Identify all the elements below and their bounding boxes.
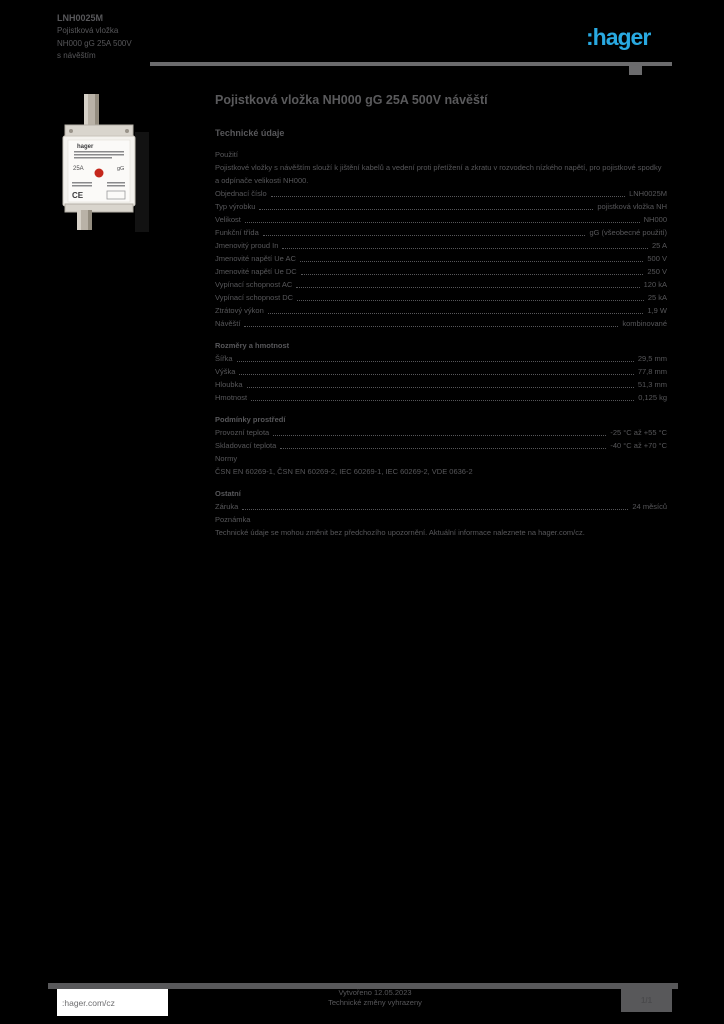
header-description-line1: Pojistková vložka [57, 26, 119, 35]
spec-value: LNH0025M [629, 189, 667, 198]
dotted-leader [300, 261, 644, 262]
footer-center-text [310, 988, 440, 1008]
svg-text:CE: CE [72, 191, 84, 200]
spec-row [215, 200, 667, 213]
footer-page-tab [621, 989, 672, 1012]
spec-value: 29,5 mm [637, 354, 667, 363]
spec-row [215, 352, 667, 365]
spec-section-heading: Podmínky prostředí [215, 415, 286, 424]
header-reference: LNH0025M [57, 13, 104, 23]
spec-row [215, 213, 667, 226]
spec-row [215, 252, 667, 265]
spec-label: Návěští [215, 319, 241, 328]
spec-value: 25 kA [647, 293, 667, 302]
dotted-leader [273, 435, 606, 436]
dotted-leader [239, 374, 633, 375]
fuse-indicator-dot [95, 169, 104, 178]
spec-value: 0,125 kg [638, 393, 667, 402]
spec-label: Použití [215, 150, 238, 159]
dotted-leader [237, 361, 634, 362]
spec-label: Jmenovité napětí Ue DC [215, 267, 297, 276]
spec-label: Skladovací teplota [215, 441, 277, 450]
dotted-leader [251, 400, 634, 401]
spec-text: Technické údaje se mohou změnit bez předchozího upozornění. Aktuální informace naleznete na hager.com/cz. [215, 528, 585, 537]
dotted-leader [242, 509, 628, 510]
spec-row [215, 226, 667, 239]
spec-value: 77,8 mm [637, 367, 667, 376]
header-description [57, 25, 197, 63]
dotted-leader [297, 300, 644, 301]
spec-label: Ztrátový výkon [215, 306, 264, 315]
spec-label: Funkční třída [215, 228, 259, 237]
dotted-leader [263, 235, 586, 236]
spec-row [215, 378, 667, 391]
header-rule [150, 62, 672, 66]
spec-label: Hloubka [215, 380, 243, 389]
spec-row [215, 278, 667, 291]
spec-label: Typ výrobku [215, 202, 256, 211]
spec-value: 25 A [651, 241, 667, 250]
spec-value: 24 měsíců [632, 502, 667, 511]
spec-value: 500 V [647, 254, 667, 263]
spec-row [215, 426, 667, 439]
hager-logo: :hager [586, 24, 651, 50]
spec-label: Poznámka [215, 515, 251, 524]
product-image-fuse [57, 92, 195, 232]
spec-value: -25 °C až +55 °C [610, 428, 667, 437]
footer-site-link[interactable]: :hager.com/cz [62, 997, 115, 1008]
spec-value: NH000 [643, 215, 667, 224]
spec-label: Velikost [215, 215, 241, 224]
spec-label: Šířka [215, 354, 233, 363]
footer-page-number: 1/1 [640, 996, 653, 1005]
dotted-leader [245, 222, 640, 223]
spec-text-row [215, 452, 667, 478]
spec-label: Výška [215, 367, 236, 376]
dotted-leader [268, 313, 644, 314]
spec-value: 120 kA [643, 280, 667, 289]
spec-row [215, 304, 667, 317]
spec-label: Vypínací schopnost DC [215, 293, 294, 302]
header-description-line3: s návěštím [57, 51, 96, 60]
spec-label: Vypínací schopnost AC [215, 280, 293, 289]
spec-row [215, 187, 667, 200]
spec-label: Jmenovité napětí Ue AC [215, 254, 296, 263]
spec-text: Pojistkové vložky s návěštím slouží k jištění kabelů a vedení proti přetížení a zkratu v rozvodech nízkého napětí, pro pojistkové spodky a odpínače velikosti NH000. [215, 163, 662, 185]
spec-label: Jmenovitý proud In [215, 241, 279, 250]
dotted-leader [296, 287, 639, 288]
svg-text:25A: 25A [73, 166, 84, 172]
dotted-leader [259, 209, 593, 210]
spec-label: Hmotnost [215, 393, 248, 402]
dotted-leader [244, 326, 618, 327]
spec-row [215, 317, 667, 330]
svg-text:hager: hager [77, 144, 94, 150]
spec-table [215, 148, 667, 539]
dotted-leader [280, 448, 606, 449]
dotted-leader [271, 196, 625, 197]
spec-label: Objednací číslo [215, 189, 267, 198]
spec-label: Normy [215, 454, 238, 463]
footer-center-line2: Technické změny vyhrazeny [328, 998, 422, 1007]
spec-value: -40 °C až +70 °C [610, 441, 667, 450]
spec-value: pojistková vložka NH [597, 202, 667, 211]
spec-text-row [215, 513, 667, 539]
table-heading: Technické údaje [215, 128, 285, 138]
spec-row [215, 239, 667, 252]
dotted-leader [282, 248, 648, 249]
spec-label: Provozní teplota [215, 428, 270, 437]
spec-value: gG (všeobecné použití) [589, 228, 667, 237]
page-title: Pojistková vložka NH000 gG 25A 500V návěští [215, 93, 488, 107]
spec-text-row [215, 148, 667, 187]
spec-section-heading: Ostatní [215, 489, 241, 498]
footer-site-box [57, 989, 168, 1016]
spec-value: 1,9 W [647, 306, 667, 315]
spec-row [215, 500, 667, 513]
spec-row [215, 291, 667, 304]
header-tab-marker [629, 66, 642, 75]
spec-row [215, 365, 667, 378]
spec-row [215, 265, 667, 278]
spec-row [215, 439, 667, 452]
spec-value: 250 V [647, 267, 667, 276]
dotted-leader [247, 387, 634, 388]
spec-row [215, 391, 667, 404]
spec-value: 51,3 mm [637, 380, 667, 389]
header-description-line2: NH000 gG 25A 500V [57, 38, 132, 48]
spec-section-heading: Rozměry a hmotnost [215, 341, 290, 350]
spec-label: Záruka [215, 502, 239, 511]
footer-center-line1: Vytvořeno 12.05.2023 [338, 988, 412, 997]
dotted-leader [301, 274, 644, 275]
spec-value: kombinované [622, 319, 667, 328]
svg-text:gG: gG [117, 166, 125, 172]
spec-text: ČSN EN 60269-1, ČSN EN 60269-2, IEC 60269-1, IEC 60269-2, VDE 0636-2 [215, 467, 473, 476]
